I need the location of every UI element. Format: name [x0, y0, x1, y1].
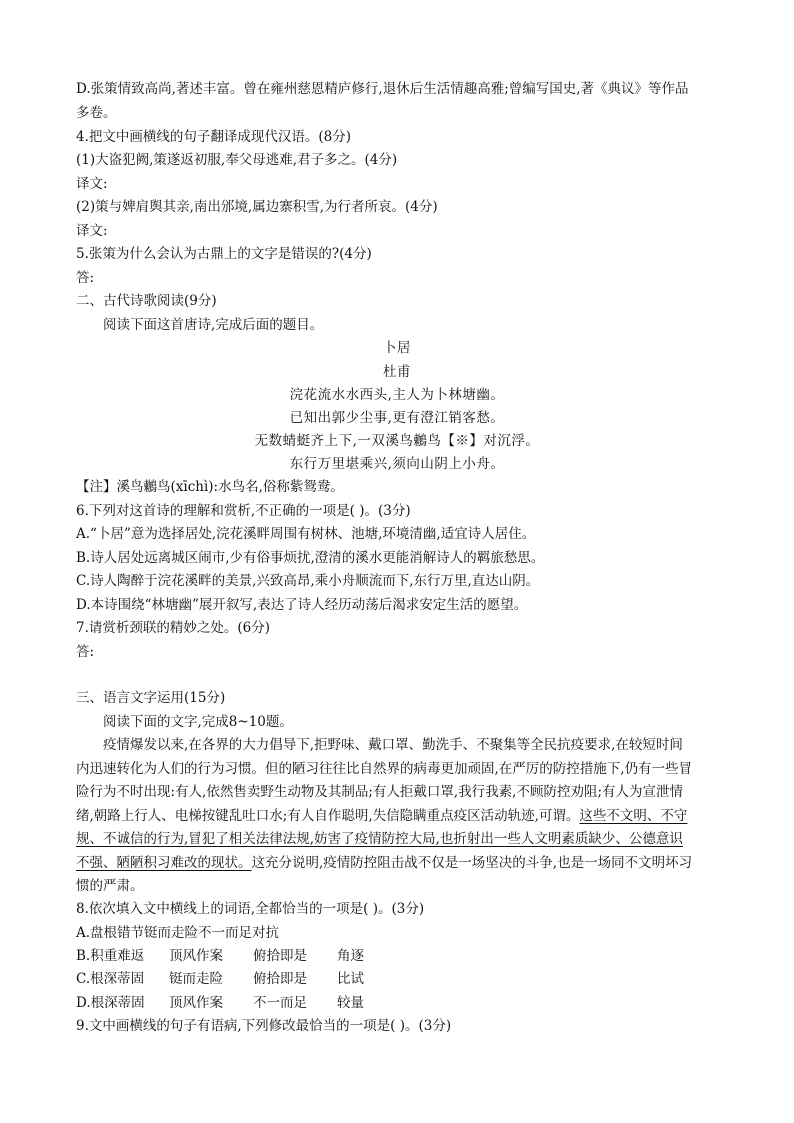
- reading-instruction: 阅读下面的文字,完成8~10题。: [103, 714, 293, 730]
- option-d-text-cont: 多卷。: [76, 105, 117, 121]
- q8-option-b: B.积重难返 顶风作案 俯拾即是 角逐: [76, 948, 364, 964]
- translation-label: 译文:: [76, 223, 108, 239]
- q6-option-a: A.“卜居”意为选择居处,浣花溪畔周围有树林、池塘,环境清幽,适宜诗人居住。: [76, 526, 536, 542]
- section-heading: 三、语言文字运用(15分): [76, 690, 226, 706]
- passage-line: [76, 854, 692, 872]
- passage-text: 这充分说明,疫情防控阻击战不仅是一场坚决的斗争,也是一场同不文明坏习: [251, 855, 693, 871]
- passage-line: 内迅速转化为人们的行为习惯。但的陋习往往比自然界的病毒更加顽固,在严厉的防控措施下,仍有一些冒: [76, 761, 693, 777]
- question-4-part-1: (1)大盗犯阙,策遂返初服,奉父母逃难,君子多之。(4分): [76, 152, 398, 168]
- q6-option-b: B.诗人居处远离城区闹市,少有俗事烦扰,澄清的溪水更能消解诗人的羁旅愁思。: [76, 550, 545, 566]
- reading-instruction: 阅读下面这首唐诗,完成后面的题目。: [103, 317, 324, 333]
- q6-option-c: C.诗人陶醉于浣花溪畔的美景,兴致高昂,乘小舟顺流而下,东行万里,直达山阴。: [76, 573, 540, 589]
- section-heading: 二、古代诗歌阅读(9分): [76, 293, 217, 309]
- poem-author: 杜甫: [383, 364, 411, 380]
- poem-note: 【注】溪鸟鶒鸟(xīchì):水鸟名,俗称紫鸳鸯。: [76, 479, 344, 495]
- q8-option-a: A.盘根错节铤而走险不一而足对抗: [76, 925, 280, 941]
- question-4-part-2: (2)策与婢肩舆其亲,南出邠境,属边寨积雪,为行者所哀。(4分): [76, 199, 438, 215]
- question-7: 7.请赏析颈联的精妙之处。(6分): [76, 620, 271, 636]
- answer-label: 答:: [76, 644, 95, 660]
- passage-text: 绪,朝路上行人、电梯按键乱吐口水;有人自作聪明,失信隐瞒重点疫区活动轨迹,可谓。: [76, 808, 580, 824]
- poem-line: 浣花流水水西头,主人为卜林塘幽。: [289, 387, 505, 403]
- passage-line: [76, 807, 687, 825]
- q6-option-d: D.本诗围绕“林塘幽”展开叙写,表达了诗人经历动荡后渴求安定生活的愿望。: [76, 597, 528, 613]
- question-5: 5.张策为什么会认为古鼎上的文字是错误的?(4分): [76, 246, 372, 262]
- poem-line: 无数蜻蜓齐上下,一双溪鸟鶒鸟【※】对沉浮。: [254, 433, 540, 449]
- question-6: 6.下列对这首诗的理解和赏析,不正确的一项是( )。(3分): [76, 503, 411, 519]
- passage-line: 疫情爆发以来,在各界的大力倡导下,拒野味、戴口罩、勤洗手、不聚集等全民抗疫要求,在较短时间: [103, 737, 683, 753]
- underlined-sentence: 规、不诚信的行为,冒犯了相关法律法规,妨害了疫情防控大局,也折射出一些人文明素质缺少、公德意识: [76, 831, 683, 847]
- underlined-sentence: 不强、陋陋积习难改的现状。: [76, 855, 252, 871]
- translation-label: 译文:: [76, 176, 108, 192]
- question-4: 4.把文中画横线的句子翻译成现代汉语。(8分): [76, 129, 352, 145]
- poem-title: 卜居: [383, 340, 411, 356]
- question-9: 9.文中画横线的句子有语病,下列修改最恰当的一项是( )。(3分): [76, 1018, 452, 1034]
- underlined-sentence: 这些不文明、不守: [579, 808, 688, 824]
- answer-label: 答:: [76, 270, 95, 286]
- poem-line: 东行万里堪乘兴,须向山阴上小舟。: [289, 456, 505, 472]
- option-d-text: D.张策情致高尚,著述丰富。曾在雍州慈恩精庐修行,退休后生活情趣高雅;曾编写国史,著《典议》等作品: [76, 81, 689, 97]
- passage-line: 惯的严肃。: [76, 878, 144, 894]
- poem-line: 已知出郭少尘事,更有澄江销客愁。: [289, 410, 505, 426]
- q8-option-d: D.根深蒂固 顶风作案 不一而足 较量: [76, 995, 364, 1011]
- question-8: 8.依次填入文中横线上的词语,全都恰当的一项是( )。(3分): [76, 901, 425, 917]
- passage-line: 险行为不时出现:有人,依然售卖野生动物及其制品;有人拒戴口罩,我行我素,不顾防控劝阻;有人为宣泄情: [76, 784, 684, 800]
- q8-option-c: C.根深蒂固 铤而走险 俯拾即是 比试: [76, 971, 364, 987]
